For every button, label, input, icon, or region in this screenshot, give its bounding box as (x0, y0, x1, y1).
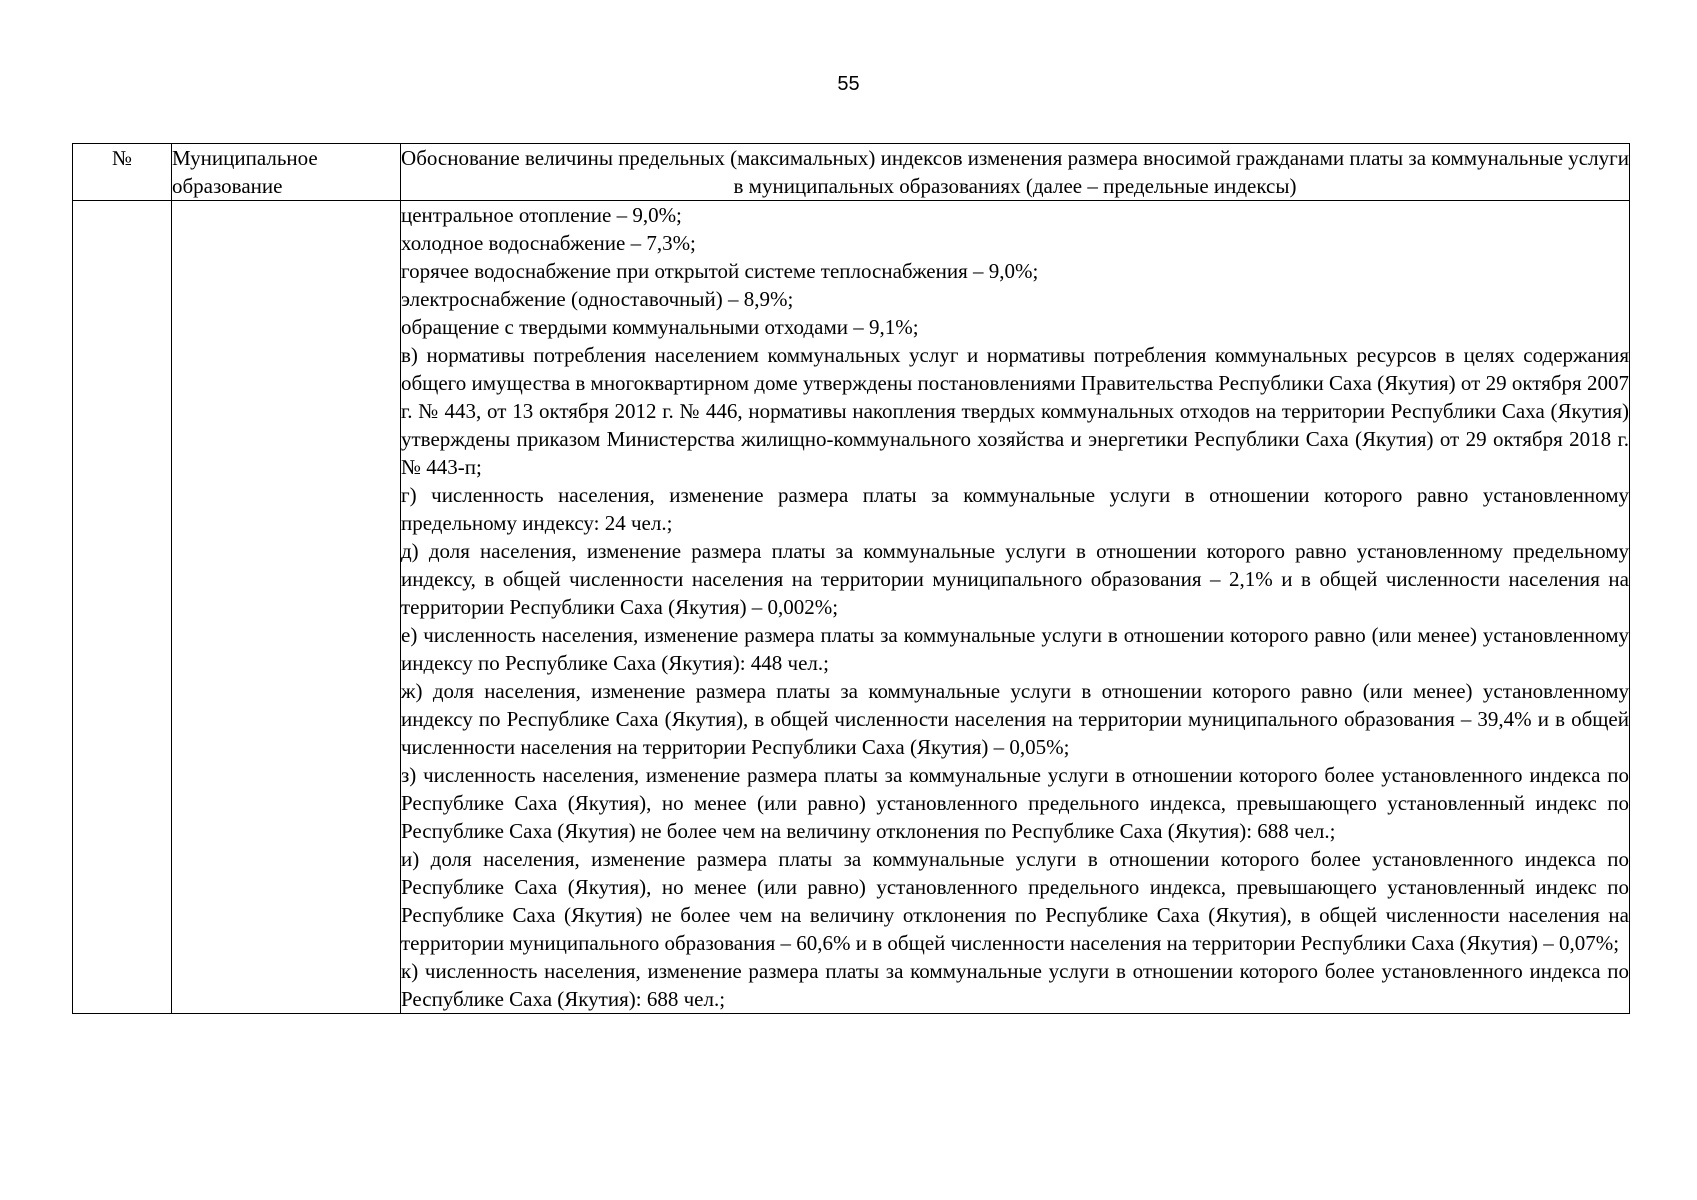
paragraph-i: и) доля населения, изменение размера платы за коммунальные услуги в отношении которого более установленного индекса по Республике Саха (Якутия), но менее (или равно) установленного предельного индекса, превышающего установленный индекс по Республике Саха (Якутия) не более чем на величину отклонения по Республике Саха (Якутия), в общей численности населения на территории муниципального образования – 60,6% и в общей численности населения на территории Республики Саха (Якутия) – 0,07%; (401, 847, 1629, 955)
paragraph-e: е) численность населения, изменение размера платы за коммунальные услуги в отношении которого равно (или менее) установленному индексу по Республике Саха (Якутия): 448 чел.; (401, 623, 1629, 675)
cell-justification (401, 201, 1630, 1014)
tariff-line-hot-water: горячее водоснабжение при открытой системе теплоснабжения – 9,0%; (401, 259, 1039, 283)
cell-number (73, 201, 172, 1014)
paragraph-zh: ж) доля населения, изменение размера платы за коммунальные услуги в отношении которого равно (или менее) установленному индексу по Республике Саха (Якутия), в общей численности населения на территории муниципального образования – 39,4% и в общей численности населения на территории Республики Саха (Якутия) – 0,05%; (401, 679, 1629, 759)
paragraph-g: г) численность населения, изменение размера платы за коммунальные услуги в отношении которого равно установленному предельному индексу: 24 чел.; (401, 483, 1629, 535)
page-number: 55 (837, 73, 860, 95)
tariff-line-electricity: электроснабжение (одноставочный) – 8,9%; (401, 287, 794, 311)
header-municipality: Муниципальное образование (172, 144, 401, 201)
paragraph-v: в) нормативы потребления населением коммунальных услуг и нормативы потребления коммунальных ресурсов в целях содержания общего имущества в многоквартирном доме утверждены постановлениями Правительства Республики Саха (Якутия) от 29 октября 2007 г. № 443, от 13 октября 2012 г. № 446, нормативы накопления твердых коммунальных отходов на территории Республики Саха (Якутия) утверждены приказом Министерства жилищно-коммунального хозяйства и энергетики Республики Саха (Якутия) от 29 октября 2018 г. № 443-п; (401, 343, 1629, 479)
table-row (73, 201, 1630, 1014)
tariff-line-heating: центральное отопление – 9,0%; (401, 203, 682, 227)
tariff-line-cold-water: холодное водоснабжение – 7,3%; (401, 231, 696, 255)
paragraph-k: к) численность населения, изменение размера платы за коммунальные услуги в отношении которого более установленного индекса по Республике Саха (Якутия): 688 чел.; (401, 959, 1629, 1011)
tariff-line-waste: обращение с твердыми коммунальными отходами – 9,1%; (401, 315, 919, 339)
header-justification: Обоснование величины предельных (максимальных) индексов изменения размера вносимой гражданами платы за коммунальные услуги в муниципальных образованиях (далее – предельные индексы) (401, 144, 1630, 201)
paragraph-d: д) доля населения, изменение размера платы за коммунальные услуги в отношении которого равно установленному предельному индексу, в общей численности населения на территории муниципального образования – 2,1% и в общей численности населения на территории Республики Саха (Якутия) – 0,002%; (401, 539, 1629, 619)
cell-municipality (172, 201, 401, 1014)
table-header-row (73, 144, 1630, 201)
justification-table (72, 143, 1630, 1014)
paragraph-z: з) численность населения, изменение размера платы за коммунальные услуги в отношении которого более установленного индекса по Республике Саха (Якутия), но менее (или равно) установленного предельного индекса, превышающего установленный индекс по Республике Саха (Якутия) не более чем на величину отклонения по Республике Саха (Якутия): 688 чел.; (401, 763, 1629, 843)
header-number: № (73, 144, 172, 201)
